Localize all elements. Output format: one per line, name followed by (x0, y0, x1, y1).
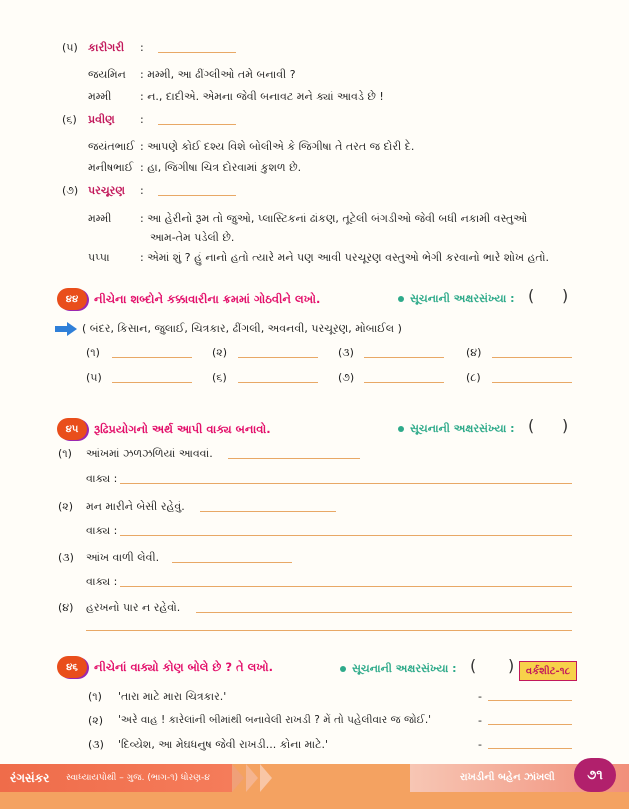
q45-hint (398, 422, 515, 436)
q45-item-2-sentence-line[interactable] (120, 535, 572, 536)
q45-item-1-sentence-line[interactable] (120, 483, 572, 484)
section7-number: (૭) (62, 184, 79, 197)
q46-item-2-text: 'અરે વાહ ! કારેલાંની બીમાંથી બનાવેલી રાખડી ? મેં તો પહેલીવાર જ જોઈ.' (118, 714, 432, 726)
q44-slot-line-8[interactable] (492, 382, 572, 383)
q45-bracket-close: ) (562, 416, 569, 435)
q46-item-1-text: 'તારા માટે મારા ચિત્રકાર.' (118, 690, 227, 703)
q45-item-4-num: (૪) (58, 601, 74, 614)
q46-title: નીચેનાં વાક્યો કોણ બોલે છે ? તે લખો. (94, 660, 274, 674)
q44-word-list: ( બંદર, કિસાન, જુલાઈ, ચિત્રકાર, ઢીંગલી, અવનવી, પરચૂરણ, મોબાઈલ ) (82, 322, 402, 335)
q44-slot-line-3[interactable] (364, 357, 444, 358)
q45-item-3-sentence-line[interactable] (120, 586, 572, 587)
section5-speaker-2: મમ્મી (88, 90, 112, 103)
q45-item-3-num: (૩) (58, 551, 74, 564)
section5-dialogue-2: : ન., દાદીએ. એમના જેવી બનાવટ મને ક્યાં આવડે છે ! (140, 90, 384, 103)
section7-dialogue-1: : આ હેરીનો રૂમ તો જુઓ, પ્લાસ્ટિકનાં ઢાંકણ, તૂટેલી બંગડીઓ જેવી બધી નકામી વસ્તુઓ (140, 212, 528, 225)
q44-slot-label-7: (૭) (338, 371, 355, 384)
section7-dialogue-1-cont: આમ-તેમ પડેલી છે. (150, 231, 235, 244)
section6-speaker-1: જયંતભાઈ (88, 140, 135, 153)
q45-hint-label: સૂચનાની અક્ષરસંખ્યા : (410, 422, 515, 435)
q44-bracket-close: ) (562, 286, 569, 305)
q44-slot-label-2: (૨) (212, 346, 228, 359)
worksheet-badge: વર્કશીટ-૧૮ (519, 661, 577, 681)
q46-item-2-num: (૨) (88, 714, 104, 727)
footer-lesson-title: રાખડીની બહેન ઝાંખલી (460, 772, 555, 783)
q45-title: રૂઢિપ્રયોગનો અર્થ આપી વાક્ય બનાવો. (94, 422, 271, 436)
q44-slot-line-6[interactable] (238, 382, 318, 383)
q45-item-2-meaning-line[interactable] (200, 511, 336, 512)
q46-hint-label: સૂચનાની અક્ષરસંખ્યા : (352, 662, 457, 675)
q45-item-3-meaning-line[interactable] (172, 562, 292, 563)
q45-item-2-num: (૨) (58, 500, 74, 513)
q46-item-2-answer-line[interactable] (488, 724, 572, 725)
q45-item-3-text: આંખ વાળી લેવી. (86, 551, 160, 564)
section5-speaker-1: જયમિન (88, 68, 126, 81)
q45-item-4-text: હરખનો પાર ન રહેવો. (86, 601, 181, 614)
q46-bracket-open: ( (470, 656, 477, 675)
footer-book-title: સ્વાધ્યાયપોથી – ગુજ. (ભાગ-૧) ધોરણ-૪ (66, 773, 210, 783)
section6-term: પ્રવીણ (88, 113, 115, 126)
q46-item-3-num: (૩) (88, 738, 104, 751)
arrow-right-icon (55, 322, 77, 336)
section7-dialogue-2: : એમાં શું ? હું નાનો હતો ત્યારે મને પણ આવી પરચૂરણ વસ્તુઓ ભેગી કરવાનો ભારે શોખ હતો. (140, 251, 549, 264)
section6-dialogue-1: : આપણે કોઈ દશ્ય વિશે બોલીએ કે જિગીષા તે તરત જ દોરી દે. (140, 140, 415, 153)
q45-item-2-vakya: વાક્ય : (86, 524, 118, 537)
section7-term: પરચૂરણ (88, 184, 125, 197)
section7-colon: : (140, 184, 144, 197)
page-number: ૭૧ (574, 758, 616, 792)
q45-item-1-meaning-line[interactable] (228, 458, 360, 459)
section6-answer-line[interactable] (158, 124, 236, 125)
q44-hint (398, 292, 515, 306)
q46-item-3-dash: - (478, 738, 482, 751)
footer-brand: રંગસંકર (10, 771, 50, 785)
q45-item-3-vakya: વાક્ય : (86, 575, 118, 588)
q44-slot-label-3: (૩) (338, 346, 354, 359)
q46-item-3-answer-line[interactable] (488, 748, 572, 749)
q45-item-1-text: આંખમાં ઝળઝળિયાં આવવાં. (86, 447, 213, 460)
chevron-right-icon (246, 764, 258, 792)
q44-slot-label-5: (૫) (86, 371, 102, 384)
q45-item-1-num: (૧) (58, 447, 72, 460)
section5-colon: : (140, 41, 144, 54)
q45-item-4-meaning-line[interactable] (196, 612, 572, 613)
q45-item-4-sentence-line[interactable] (86, 630, 572, 631)
section5-number: (૫) (62, 41, 78, 54)
q46-bracket-close: ) (508, 656, 515, 675)
q45-bracket-open: ( (528, 416, 535, 435)
q46-item-3-text: 'દિવ્યેશ, આ મેઘધનુષ જેવી રાખડી... કોના માટે.' (118, 738, 329, 751)
section5-answer-line[interactable] (158, 52, 236, 53)
q46-hint (340, 662, 457, 676)
q44-slot-label-4: (૪) (466, 346, 482, 359)
q44-slot-label-1: (૧) (86, 346, 100, 359)
section7-speaker-2: પપ્પા (88, 251, 110, 264)
section7-answer-line[interactable] (158, 195, 236, 196)
q46-badge: ૪૬ (57, 656, 87, 678)
chevron-right-icon (232, 764, 244, 792)
chevron-right-icon (260, 764, 272, 792)
q44-bracket-open: ( (528, 286, 535, 305)
q46-item-2-dash: - (478, 714, 482, 727)
q44-slot-line-2[interactable] (238, 357, 318, 358)
q44-title: નીચેના શબ્દોને કક્કાવારીના ક્રમમાં ગોઠવીને લખો. (94, 292, 321, 306)
q44-slot-label-6: (૬) (212, 371, 227, 384)
q46-item-1-answer-line[interactable] (488, 700, 572, 701)
q46-item-1-num: (૧) (88, 690, 102, 703)
q44-slot-line-7[interactable] (364, 382, 444, 383)
section7-speaker-1: મમ્મી (88, 212, 112, 225)
bullet-icon (340, 666, 346, 672)
q44-slot-line-5[interactable] (112, 382, 192, 383)
section6-number: (૬) (62, 113, 77, 126)
q45-badge: ૪૫ (57, 418, 87, 440)
q46-item-1-dash: - (478, 690, 482, 703)
section6-colon: : (140, 113, 144, 126)
q44-slot-line-4[interactable] (492, 357, 572, 358)
q45-item-2-text: મન મારીને બેસી રહેવું. (86, 500, 185, 513)
section5-term: કારીગરી (88, 41, 125, 54)
q44-hint-label: સૂચનાની અક્ષરસંખ્યા : (410, 292, 515, 305)
q44-slot-line-1[interactable] (112, 357, 192, 358)
q44-slot-label-8: (૮) (466, 371, 481, 384)
bullet-icon (398, 296, 404, 302)
q44-badge: ૪૪ (57, 288, 87, 310)
section5-dialogue-1: : મમ્મી, આ ઢીંગ્લીઓ તમે બનાવી ? (140, 68, 296, 81)
bullet-icon (398, 426, 404, 432)
section6-speaker-2: મનીષભાઈ (88, 161, 134, 174)
q45-item-1-vakya: વાક્ય : (86, 472, 118, 485)
section6-dialogue-2: : હા, જિગીષા ચિત્ર દોરવામાં કુશળ છે. (140, 161, 302, 174)
